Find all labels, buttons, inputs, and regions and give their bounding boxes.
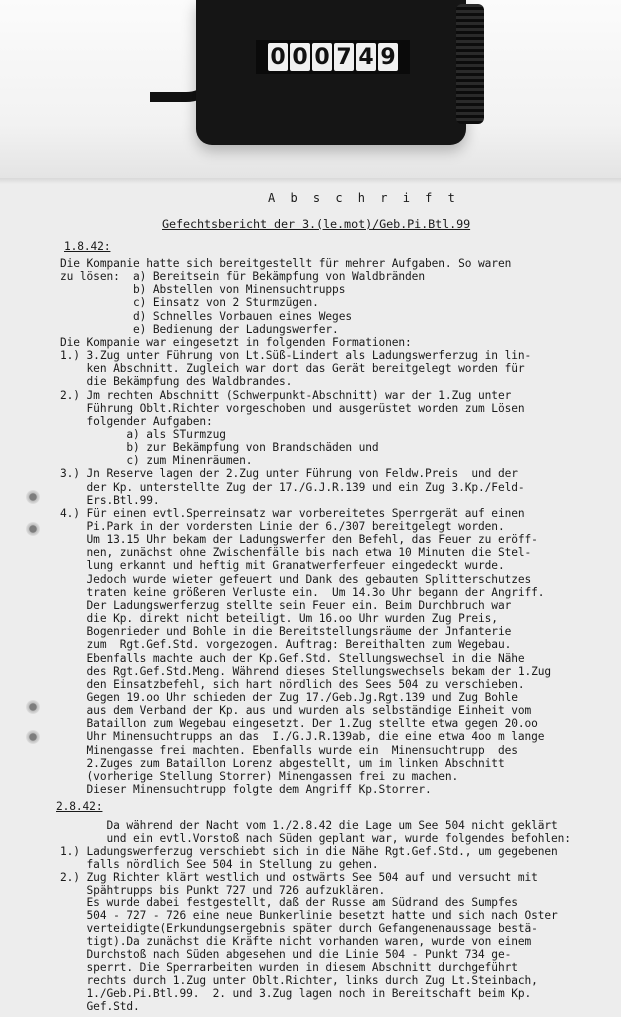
counter-display (256, 40, 410, 74)
document-text-line: der Kp. unterstellte Zug der 17./G.J.R.139 und ein Zug 3.Kp./Feld- (60, 480, 525, 494)
document-text-line: ken Abschnitt. Zugleich war dort das Gerät bereitgelegt worden für (60, 362, 525, 376)
punch-hole (26, 730, 40, 744)
document-text-line: sperrt. Die Sperrarbeiten wurden in diesem Abschnitt durchgeführt (60, 960, 518, 974)
document-text-line: 4.) Für einen evtl.Sperreinsatz war vorbereitetes Sperrgerät auf einen (60, 506, 525, 520)
document-text-line: Die Kompanie war eingesetzt in folgenden Formationen: (60, 335, 412, 349)
document-text-line: b) zur Bekämpfung von Brandschäden und (60, 441, 379, 455)
document-text-line: Minengasse frei machten. Ebenfalls wurde ein Minensuchtrupp des (60, 743, 518, 757)
document-text-line: Da während der Nacht vom 1./2.8.42 die Lage um See 504 nicht geklärt (60, 819, 558, 832)
document-text-line: Gegen 19.oo Uhr schieden der Zug 17./Geb.Jg.Rgt.139 und Zug Bohle (60, 690, 518, 704)
punch-hole (26, 522, 40, 536)
document-text-line: tigt).Da zunächst die Kräfte nicht vorhanden waren, wurde von einem (60, 935, 532, 949)
document-text-line: Jedoch wurde wieter gefeuert und Dank des gebauten Splitterschutzes (60, 572, 532, 586)
document-text-line: 3.) Jn Reserve lagen der 2.Zug unter Führung von Feldw.Preis und der (60, 467, 518, 481)
document-text-line: Durchstoß nach Süden abgesehen und die Linie 504 - Punkt 734 ge- (60, 948, 512, 961)
document-text-line: zu lösen: a) Bereitsein für Bekämpfung von Waldbränden (60, 270, 425, 284)
document-text-line: Der Ladungswerferzug stellte sein Feuer ein. Beim Durchbruch war (60, 598, 512, 612)
document-text-line: nen, zunächst ohne Zwischenfälle bis nach etwa 10 Minuten die Stel- (60, 546, 532, 560)
document-text-line: lung erkannt und heftig mit Granatwerferfeuer eingedeckt wurde. (60, 559, 505, 573)
document-text-line: zum Rgt.Gef.Std. vorgezogen. Auftrag: Bereithalten zum Wegebau. (60, 638, 512, 652)
counter-digit: 0 (312, 43, 332, 71)
document-text-line: 504 - 727 - 726 eine neue Bunkerlinie besetzt hatte und sich nach Oster (60, 909, 558, 923)
document-text-line: 2.Zuges zum Bataillon Lorenz abgestellt, um im linken Abschnitt (60, 756, 505, 770)
section-date: 1.8.42: (64, 240, 111, 253)
section-date: 2.8.42: (56, 800, 103, 813)
document-text-line: Führung Oblt.Richter vorgeschoben und ausgerüstet worden zum Lösen (60, 401, 525, 415)
document-text-line: die Bekämpfung des Waldbrandes. (60, 375, 293, 389)
document-text-line: verteidigte(Erkundungsergebnis später durch Gefangenenaussage bestä- (60, 922, 538, 936)
document-text-line: Es wurde dabei festgestellt, daß der Russe am Südrand des Sumpfes (60, 896, 518, 910)
document-text-line: falls nördlich See 504 in Stellung zu gehen. (60, 857, 379, 871)
counter-digit: 0 (268, 43, 288, 71)
document-text-line: 2.) Zug Richter klärt westlich und ostwärts See 504 auf und versucht mit (60, 870, 538, 884)
document-text-line: des Rgt.Gef.Std.Meng. Während dieses Stellungswechsels bekam der 1.Zug (60, 664, 552, 678)
document-text-line: 1./Geb.Pi.Btl.99. 2. und 3.Zug lagen noch in Bereitschaft beim Kp. (60, 986, 532, 1000)
document-text-line: aus dem Verband der Kp. aus und wurden als selbständige Einheit vom (60, 704, 532, 718)
document-text-line: d) Schnelles Vorbauen eines Weges (60, 309, 352, 323)
document-text-line: Bataillon zum Wegebau eingesetzt. Der 1.Zug stellte etwa gegen 20.oo (60, 717, 538, 731)
document-title: A b s c h r i f t (268, 191, 459, 205)
document-text-line: Bogenrieder und Bohle in die Bereitstellungsräume der Jnfanterie (60, 625, 512, 639)
document-text-line: Ers.Btl.99. (60, 493, 160, 507)
document-text-line: Die Kompanie hatte sich bereitgestellt für mehrer Aufgaben. So waren (60, 257, 512, 270)
counter-digit: 0 (290, 43, 310, 71)
document-text-line: Dieser Minensuchtrupp folgte dem Angriff Kp.Storrer. (60, 783, 432, 796)
document-text-line: folgender Aufgaben: (60, 414, 213, 428)
document-text-line: und ein evtl.Vorstoß nach Süden geplant war, wurde folgendes befohlen: (60, 831, 571, 845)
counter-digit: 7 (334, 43, 354, 71)
counter-digit: 9 (378, 43, 398, 71)
document-text-line: (vorherige Stellung Storrer) Minengassen frei zu machen. (60, 769, 459, 783)
document-text-line: 1.) 3.Zug unter Führung von Lt.Süß-Lindert als Ladungswerferzug in lin- (60, 349, 532, 363)
document-text-line: den Einsatzbefehl, sich hart nördlich des Sees 504 zu verschieben. (60, 677, 525, 691)
document-text-line: c) Einsatz von 2 Sturmzügen. (60, 296, 319, 310)
document-text-line: 1.) Ladungswerferzug verschiebt sich in die Nähe Rgt.Gef.Std., um gegebenen (60, 844, 558, 858)
document-text-line: a) als STurmzug (60, 427, 226, 441)
punch-hole (26, 700, 40, 714)
document-text-line: Pi.Park in der vordersten Linie der 6./307 bereitgelegt worden. (60, 520, 505, 533)
punch-hole (26, 490, 40, 504)
document-text-line: e) Bedienung der Ladungswerfer. (60, 322, 339, 336)
counter-digit: 4 (356, 43, 376, 71)
document-subtitle: Gefechtsbericht der 3.(le.mot)/Geb.Pi.Btl.99 (162, 217, 471, 231)
document-text-line: Spähtrupps bis Punkt 727 und 726 aufzuklären. (60, 883, 386, 897)
document-text-line: 2.) Jm rechten Abschnitt (Schwerpunkt-Abschnitt) war der 1.Zug unter (60, 388, 512, 402)
document-text-line: c) zum Minenräumen. (60, 454, 253, 468)
document-text-line: rechts durch 1.Zug unter Oblt.Richter, links durch Zug Lt.Steinbach, (60, 973, 538, 987)
document-text-line: die Kp. direkt nicht beteiligt. Um 16.oo Uhr wurden Zug Preis, (60, 612, 498, 626)
document-text-line: Uhr Minensuchtrupps an das I./G.J.R.139ab, die eine etwa 4oo m lange (60, 730, 545, 744)
photo-background (0, 0, 621, 178)
document-text-line: Um 13.15 Uhr bekam der Ladungswerfer den Befehl, das Feuer zu eröff- (60, 533, 538, 547)
document-text-line: traten keine größeren Verluste ein. Um 14.3o Uhr begann der Angriff. (60, 585, 545, 599)
document-page (0, 178, 621, 1017)
counter-knob (456, 4, 484, 124)
document-text-line: b) Abstellen von Minensuchtrupps (60, 283, 346, 297)
document-text-line: Gef.Std. (60, 999, 140, 1013)
document-text-line: Ebenfalls machte auch der Kp.Gef.Std. Stellungswechsel in die Nähe (60, 651, 525, 665)
